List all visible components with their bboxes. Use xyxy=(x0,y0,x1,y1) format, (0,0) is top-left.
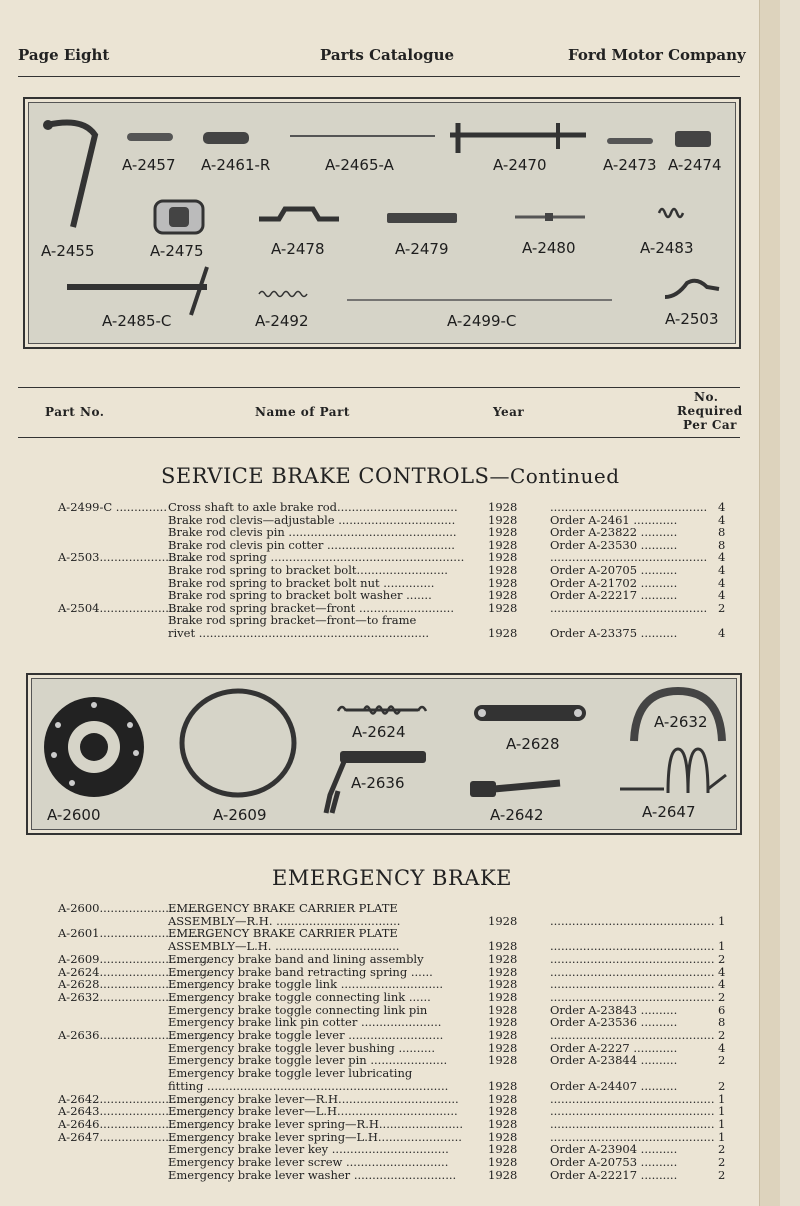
quantity-cell: 2 xyxy=(718,600,726,615)
part-name-cell: Brake rod spring bracket—front—to frame xyxy=(168,613,417,628)
quantity-cell: 2 xyxy=(718,1053,726,1068)
year-cell: 1928 xyxy=(488,1104,518,1119)
part-number-cell: A-2636............................... xyxy=(58,1028,213,1042)
order-cell: ............................................. xyxy=(550,1129,715,1144)
part-number-cell: A-2647............................... xyxy=(58,1129,213,1144)
year-cell: 1928 xyxy=(488,989,518,1004)
bushing-illustration xyxy=(607,137,655,145)
year-cell: 1928 xyxy=(488,1116,518,1131)
year-cell: 1928 xyxy=(488,1053,518,1068)
year-cell: 1928 xyxy=(488,1040,518,1055)
part-name-cell: fitting .................................................................. xyxy=(168,1078,449,1093)
bracket-illustration xyxy=(153,197,207,237)
column-rule-bottom xyxy=(18,437,740,438)
part-name-cell: Emergency brake toggle connecting link pin xyxy=(168,1002,428,1017)
order-cell: ............................................. xyxy=(550,1028,715,1042)
clevis-pin-illustration xyxy=(127,131,177,143)
toggle-link-illustration xyxy=(472,699,588,727)
figure-label: A-2473 xyxy=(603,156,657,174)
part-name-cell: Emergency brake lever—L.H................................. xyxy=(168,1104,458,1119)
order-cell: Order A-2227 ............ xyxy=(550,1040,678,1055)
figure-label: A-2503 xyxy=(665,310,719,328)
tube-illustration xyxy=(675,131,715,149)
year-cell: 1928 xyxy=(488,1167,518,1182)
part-number-cell: A-2632............................... xyxy=(58,989,213,1004)
order-cell: Order A-22217 .......... xyxy=(550,588,678,603)
section-title-service-brake xyxy=(161,464,620,488)
year-cell: 1928 xyxy=(488,913,518,928)
section-title-suffix: —Continued xyxy=(489,464,620,488)
year-cell: 1928 xyxy=(488,525,518,540)
figure-label: A-2628 xyxy=(506,735,560,753)
year-cell: 1928 xyxy=(488,626,518,640)
parts-table-row xyxy=(0,1080,760,1093)
year-cell: 1928 xyxy=(488,1091,518,1106)
figure-label: A-2483 xyxy=(640,239,694,257)
part-name-cell: Emergency brake link pin cotter ...................... xyxy=(168,1015,442,1030)
parts-table-row xyxy=(0,1118,760,1131)
figure-label: A-2600 xyxy=(47,806,101,824)
catalogue-title: Parts Catalogue xyxy=(320,46,455,64)
quantity-cell: 4 xyxy=(718,588,726,603)
figure-label: A-2636 xyxy=(351,774,405,792)
year-cell: 1928 xyxy=(488,1129,518,1144)
part-number-cell: A-2504.......................... xyxy=(58,600,195,615)
quantity-cell: 8 xyxy=(718,537,726,552)
order-cell: Order A-23375 .......... xyxy=(550,626,678,640)
part-name-cell: Emergency brake toggle lever lubricating xyxy=(168,1066,413,1081)
year-cell: 1928 xyxy=(488,1155,518,1169)
part-name-cell: Emergency brake toggle connecting link ...... xyxy=(168,989,431,1004)
order-cell: ........................................... xyxy=(550,600,708,615)
part-name-cell: Brake rod spring to bracket bolt washer ....... xyxy=(168,588,432,603)
quantity-cell: 4 xyxy=(718,1040,726,1055)
figure-label: A-2609 xyxy=(213,806,267,824)
figure-label: A-2455 xyxy=(41,242,95,260)
parts-table-row xyxy=(0,1169,760,1182)
year-cell: 1928 xyxy=(488,939,518,954)
cross-shaft-illustration xyxy=(450,119,590,159)
order-cell: Order A-23844 .......... xyxy=(550,1053,678,1068)
lever-shaft-illustration xyxy=(67,267,217,317)
section-title-main: SERVICE BRAKE CONTROLS xyxy=(161,464,490,488)
year-cell: 1928 xyxy=(488,512,518,527)
parts-table-row xyxy=(0,991,760,1004)
column-rule-top xyxy=(18,387,740,388)
figure-label: A-2624 xyxy=(352,723,406,741)
year-cell: 1928 xyxy=(488,951,518,966)
quantity-cell: 4 xyxy=(718,977,726,992)
order-cell: ............................................. xyxy=(550,1104,715,1119)
year-cell: 1928 xyxy=(488,1028,518,1042)
spring-bracket-illustration xyxy=(663,277,721,301)
year-cell: 1928 xyxy=(488,537,518,552)
part-name-cell: Emergency brake lever key ................................ xyxy=(168,1142,449,1157)
quantity-cell: 1 xyxy=(718,939,726,954)
part-name-cell: Emergency brake toggle link ............................ xyxy=(168,977,444,992)
part-name-cell: rivet ............................................................... xyxy=(168,626,430,640)
figure-label: A-2461-R xyxy=(201,156,271,174)
quantity-cell: 4 xyxy=(718,563,726,577)
order-cell: Order A-23536 .......... xyxy=(550,1015,678,1030)
figure-label: A-2642 xyxy=(490,806,544,824)
quantity-cell: 8 xyxy=(718,525,726,540)
quantity-cell: 2 xyxy=(718,1155,726,1169)
order-cell: Order A-23822 .......... xyxy=(550,525,678,540)
plate-illustration xyxy=(387,211,459,225)
figure-label: A-2478 xyxy=(271,240,325,258)
part-number-cell: A-2503.......................... xyxy=(58,550,195,565)
quantity-cell: 1 xyxy=(718,1104,726,1119)
part-name-cell: Brake rod spring bracket—front .......................... xyxy=(168,600,454,615)
quantity-cell: 4 xyxy=(718,964,726,979)
part-name-cell: Emergency brake lever spring—L.H....................... xyxy=(168,1129,462,1144)
parts-photo-brake-controls xyxy=(23,97,741,349)
parts-photo-emergency-brake xyxy=(26,673,742,835)
part-name-cell: Brake rod clevis—adjustable ................................ xyxy=(168,512,456,527)
part-name-cell: Cross shaft to axle brake rod................................. xyxy=(168,500,458,514)
order-cell: Order A-20705 .......... xyxy=(550,563,678,577)
quantity-cell: 6 xyxy=(718,1002,726,1017)
order-cell: Order A-24407 .......... xyxy=(550,1078,678,1093)
order-cell: ............................................. xyxy=(550,989,715,1004)
parts-table-row xyxy=(0,953,760,966)
quantity-cell: 2 xyxy=(718,1078,726,1093)
order-cell: Order A-22217 .......... xyxy=(550,1167,678,1182)
column-required-3: Per Car xyxy=(683,418,737,432)
part-number-cell: A-2600............................... xyxy=(58,901,213,915)
order-cell: Order A-21702 .......... xyxy=(550,575,678,590)
part-name-cell: ASSEMBLY—R.H. .................................. xyxy=(168,913,401,928)
part-number-cell: A-2628............................... xyxy=(58,977,213,992)
carrier-plate-illustration xyxy=(42,695,146,799)
figure-label: A-2470 xyxy=(493,156,547,174)
lever-spring-illustration xyxy=(618,745,728,799)
column-year: Year xyxy=(493,405,525,419)
part-name-cell: Brake rod spring to bracket bolt......................... xyxy=(168,563,448,577)
pin-illustration xyxy=(515,213,587,221)
column-required-2: Required xyxy=(677,404,743,418)
part-number-cell: A-2643............................... xyxy=(58,1104,213,1119)
part-name-cell: Emergency brake lever screw ............................ xyxy=(168,1155,449,1169)
part-name-cell: Emergency brake lever washer ............................ xyxy=(168,1167,457,1182)
part-name-cell: Emergency brake toggle lever bushing .......... xyxy=(168,1040,435,1055)
brake-lever-illustration xyxy=(470,775,562,801)
order-cell: Order A-2461 ............ xyxy=(550,512,678,527)
part-name-cell: Brake rod spring to bracket bolt nut .............. xyxy=(168,575,435,590)
part-name-cell: Emergency brake toggle lever .......................... xyxy=(168,1028,444,1042)
figure-label: A-2632 xyxy=(654,713,708,731)
pedal-rod-illustration xyxy=(43,117,103,237)
figure-label: A-2474 xyxy=(668,156,722,174)
quantity-cell: 1 xyxy=(718,1116,726,1131)
figure-label: A-2492 xyxy=(255,312,309,330)
year-cell: 1928 xyxy=(488,977,518,992)
year-cell: 1928 xyxy=(488,500,518,514)
year-cell: 1928 xyxy=(488,575,518,590)
clevis-illustration xyxy=(203,130,251,146)
figure-label: A-2499-C xyxy=(447,312,517,330)
part-number-cell: A-2601............................... xyxy=(58,926,213,941)
long-rod-illustration xyxy=(347,297,612,303)
order-cell: Order A-20753 .......... xyxy=(550,1155,678,1169)
figure-label: A-2479 xyxy=(395,240,449,258)
part-name-cell: Brake rod clevis pin .............................................. xyxy=(168,525,457,540)
quantity-cell: 4 xyxy=(718,500,726,514)
quantity-cell: 1 xyxy=(718,913,726,928)
year-cell: 1928 xyxy=(488,1002,518,1017)
part-number-cell: A-2642............................... xyxy=(58,1091,213,1106)
order-cell: ........................................... xyxy=(550,550,708,565)
order-cell: ............................................. xyxy=(550,939,715,954)
quantity-cell: 4 xyxy=(718,575,726,590)
small-spring-illustration xyxy=(657,205,687,221)
quantity-cell: 4 xyxy=(718,626,726,640)
strap-illustration xyxy=(259,207,339,225)
year-cell: 1928 xyxy=(488,588,518,603)
company-name: Ford Motor Company xyxy=(568,46,746,64)
part-number-cell: A-2646............................... xyxy=(58,1116,213,1131)
order-cell: Order A-23904 .......... xyxy=(550,1142,678,1157)
year-cell: 1928 xyxy=(488,1015,518,1030)
part-name-cell: Emergency brake band retracting spring ...... xyxy=(168,964,433,979)
order-cell: ............................................. xyxy=(550,1091,715,1106)
order-cell: ........................................... xyxy=(550,500,708,514)
quantity-cell: 2 xyxy=(718,1028,726,1042)
quantity-cell: 4 xyxy=(718,550,726,565)
section-title-emergency-brake: EMERGENCY BRAKE xyxy=(272,866,512,890)
part-name-cell: Emergency brake lever—R.H................................. xyxy=(168,1091,459,1106)
part-number-cell: A-2499-C .............. xyxy=(58,500,167,514)
brake-band-illustration xyxy=(178,687,298,799)
quantity-cell: 2 xyxy=(718,1167,726,1182)
year-cell: 1928 xyxy=(488,1078,518,1093)
column-name: Name of Part xyxy=(255,405,350,419)
order-cell: ............................................. xyxy=(550,977,715,992)
part-name-cell: ASSEMBLY—L.H. .................................. xyxy=(168,939,400,954)
order-cell: Order A-23530 .......... xyxy=(550,537,678,552)
part-name-cell: Emergency brake toggle lever pin ..................... xyxy=(168,1053,448,1068)
part-name-cell: Brake rod clevis pin cotter ................................... xyxy=(168,537,455,552)
figure-label: A-2647 xyxy=(642,803,696,821)
quantity-cell: 2 xyxy=(718,1142,726,1157)
quantity-cell: 1 xyxy=(718,1129,726,1144)
year-cell: 1928 xyxy=(488,600,518,615)
rod-illustration xyxy=(290,133,435,139)
part-name-cell: Emergency brake band and lining assembly xyxy=(168,951,424,966)
figure-label: A-2465-A xyxy=(325,156,394,174)
order-cell: ............................................. xyxy=(550,1116,715,1131)
quantity-cell: 8 xyxy=(718,1015,726,1030)
quantity-cell: 1 xyxy=(718,1091,726,1106)
figure-label: A-2475 xyxy=(150,242,204,260)
order-cell: ............................................. xyxy=(550,964,715,979)
quantity-cell: 2 xyxy=(718,989,726,1004)
quantity-cell: 2 xyxy=(718,951,726,966)
part-name-cell: Brake rod spring ..................................................... xyxy=(168,550,465,565)
spring-illustration xyxy=(257,289,315,299)
column-part-no: Part No. xyxy=(45,405,105,419)
order-cell: Order A-23843 .......... xyxy=(550,1002,678,1017)
parts-table-row xyxy=(0,627,760,640)
part-number-cell: A-2624............................... xyxy=(58,964,213,979)
column-required-1: No. xyxy=(694,390,719,404)
figure-label: A-2480 xyxy=(522,239,576,257)
order-cell: ............................................. xyxy=(550,951,715,966)
year-cell: 1928 xyxy=(488,1142,518,1157)
part-name-cell: Emergency brake lever spring—R.H....................... xyxy=(168,1116,463,1131)
retracting-spring-illustration xyxy=(334,703,430,717)
figure-label: A-2457 xyxy=(122,156,176,174)
figure-label: A-2485-C xyxy=(102,312,172,330)
year-cell: 1928 xyxy=(488,550,518,565)
part-name-cell: EMERGENCY BRAKE CARRIER PLATE xyxy=(168,901,398,915)
part-name-cell: EMERGENCY BRAKE CARRIER PLATE xyxy=(168,926,398,941)
order-cell: ............................................. xyxy=(550,913,715,928)
page-edge xyxy=(759,0,780,1206)
quantity-cell: 4 xyxy=(718,512,726,527)
part-number-cell: A-2609............................... xyxy=(58,951,213,966)
page-number: Page Eight xyxy=(18,46,110,64)
header-rule xyxy=(18,76,740,77)
year-cell: 1928 xyxy=(488,563,518,577)
year-cell: 1928 xyxy=(488,964,518,979)
